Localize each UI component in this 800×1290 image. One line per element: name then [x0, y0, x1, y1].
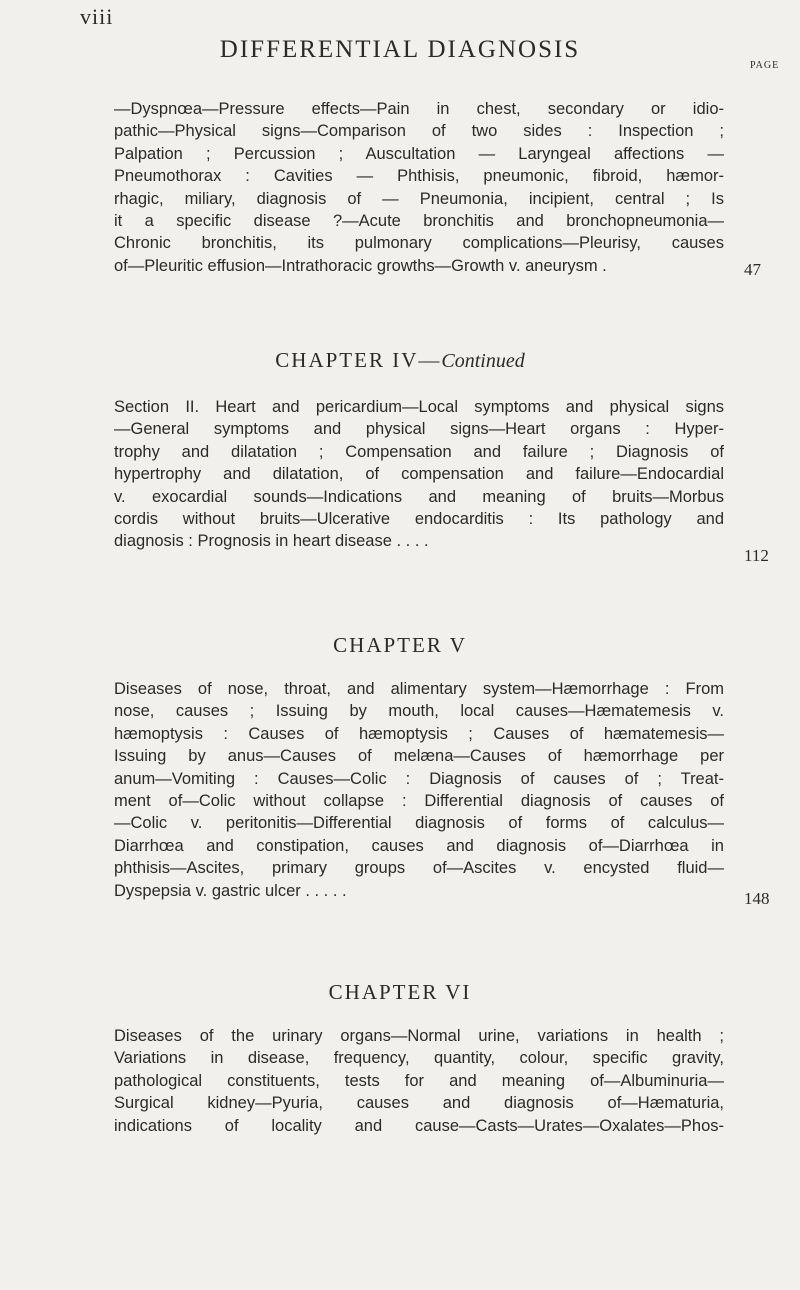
text-line: Dyspepsia v. gastric ulcer . . . . . [114, 881, 347, 900]
chapter4-page-number: 112 [744, 546, 769, 565]
text-line: diagnosis : Prognosis in heart disease . . . . [114, 532, 429, 551]
chapter3-page-number: 47 [744, 260, 761, 279]
text-line: pathic—Physical signs—Comparison of two sides : Inspection ; [114, 122, 724, 141]
text-line: ment of—Colic without collapse : Differential diagnosis of causes of [114, 792, 724, 811]
text-line: of—Pleuritic effusion—Intrathoracic growths—Growth v. aneurysm . [114, 256, 607, 275]
text-line: anum—Vomiting : Causes—Colic : Diagnosis of causes of ; Treat- [114, 769, 724, 788]
text-line: —Dyspnœa—Pressure effects—Pain in chest, secondary or idio- [114, 100, 724, 118]
text-line: indications of locality and cause—Casts—Urates—Oxalates—Phos- [114, 1116, 724, 1135]
chapter5-contents-entry [114, 678, 724, 902]
text-line: Variations in disease, frequency, quantity, colour, specific gravity, [114, 1049, 724, 1068]
chapter6-heading: CHAPTER VI [328, 980, 472, 1004]
text-line: Issuing by anus—Causes of melæna—Causes of hæmorrhage per [114, 747, 724, 766]
text-line: Pneumothorax : Cavities — Phthisis, pneumonic, fibroid, hæmor- [114, 167, 724, 186]
continued-label: Continued [441, 350, 525, 372]
chapter4-heading: CHAPTER IV—Continued [275, 348, 525, 372]
chapter4-contents-entry [114, 396, 724, 553]
text-line: trophy and dilatation ; Compensation and failure ; Diagnosis of [114, 442, 724, 461]
text-line: —Colic v. peritonitis—Differential diagnosis of forms of calculus— [114, 814, 724, 833]
text-line: v. exocardial sounds—Indications and meaning of bruits—Morbus [114, 487, 724, 506]
text-line: nose, causes ; Issuing by mouth, local causes—Hæmatemesis v. [114, 702, 724, 721]
text-line: hæmoptysis : Causes of hæmoptysis ; Causes of hæmatemesis— [114, 724, 724, 743]
text-line: Section II. Heart and pericardium—Local symptoms and physical signs [114, 398, 724, 416]
text-line: phthisis—Ascites, primary groups of—Ascites v. encysted fluid— [114, 859, 724, 878]
text-line: hypertrophy and dilatation, of compensation and failure—Endocardial [114, 465, 724, 484]
page-column-label: PAGE [750, 60, 780, 71]
text-line: rhagic, miliary, diagnosis of — Pneumonia, incipient, central ; Is [114, 189, 724, 208]
text-line: cordis without bruits—Ulcerative endocarditis : Its pathology and [114, 510, 724, 529]
chapter5-heading: CHAPTER V [333, 633, 467, 657]
chapter6-contents-entry [114, 1025, 724, 1137]
chapter3-contents-entry [114, 98, 724, 277]
text-line: Diseases of nose, throat, and alimentary system—Hæmorrhage : From [114, 680, 724, 698]
text-line: Diarrhœa and constipation, causes and diagnosis of—Diarrhœa in [114, 836, 724, 855]
text-line: it a specific disease ?—Acute bronchitis and bronchopneumonia— [114, 212, 724, 231]
running-title: DIFFERENTIAL DIAGNOSIS [219, 36, 581, 63]
text-line: Surgical kidney—Pyuria, causes and diagnosis of—Hæmaturia, [114, 1094, 724, 1113]
text-line: —General symptoms and physical signs—Heart organs : Hyper- [114, 420, 724, 439]
text-line: Palpation ; Percussion ; Auscultation — Laryngeal affections — [114, 144, 724, 163]
text-line: pathological constituents, tests for and meaning of—Albuminuria— [114, 1071, 724, 1090]
page-number: viii [80, 4, 114, 29]
text-line: Diseases of the urinary organs—Normal urine, variations in health ; [114, 1027, 724, 1045]
text-line: Chronic bronchitis, its pulmonary complications—Pleurisy, causes [114, 234, 724, 253]
chapter5-page-number: 148 [744, 889, 770, 908]
